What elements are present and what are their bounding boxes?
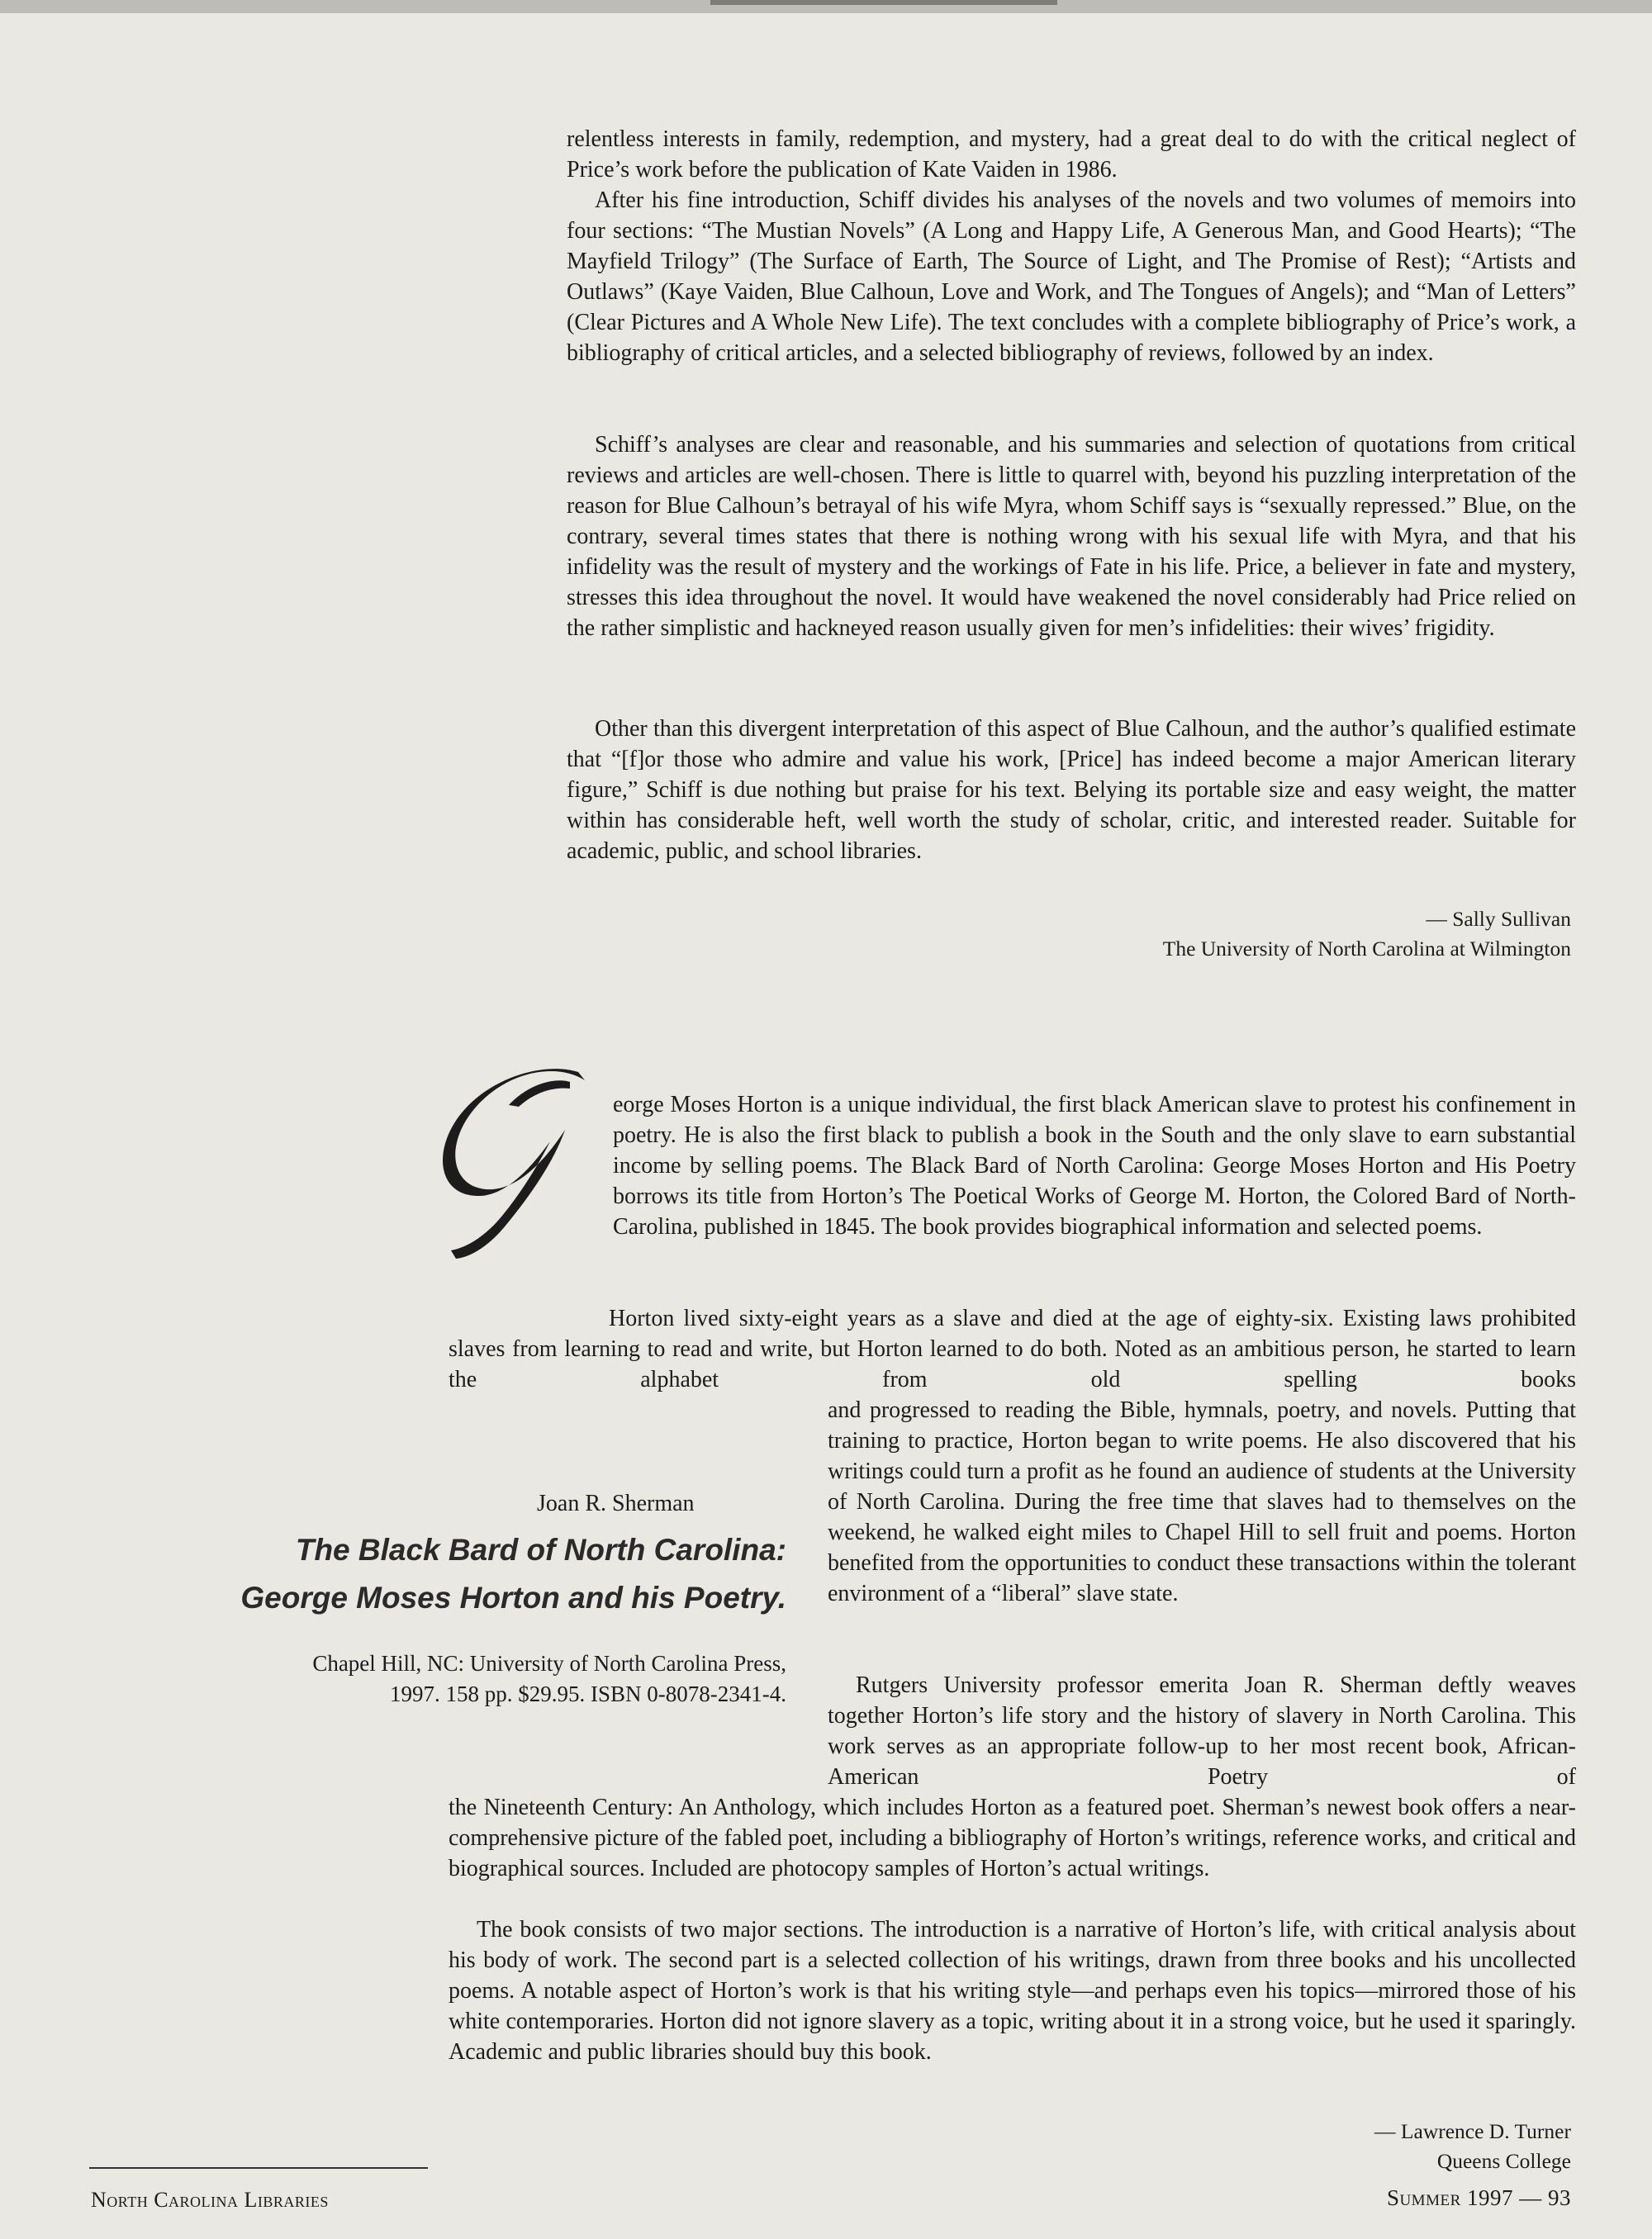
page-footer bbox=[1387, 2185, 1571, 2211]
review2-paragraph-2: Horton lived sixty-eight years as a slave and died at the age of eighty-six. Existing laws prohibited slaves from learning to read and write, but Horton learned to do both. Noted as an ambitious person, he started to learn the alphabet from old spelling books bbox=[449, 1306, 1576, 1392]
book-publisher: Chapel Hill, NC: University of North Carolina Press, bbox=[312, 1651, 786, 1676]
review1-signature bbox=[909, 904, 1571, 964]
review2-paragraph-5: the Nineteenth Century: An Anthology, which includes Horton as a featured poet. Sherman’s newest book offers a near-comprehensive picture of the fabled poet, including a bibliography of Horton’s writings, reference works, and critical and biographical sources. Included are photocopy samples of Horton’s actual writings. bbox=[449, 1795, 1576, 1881]
scan-top-edge bbox=[0, 0, 1652, 13]
book-details: 1997. 158 pp. $29.95. ISBN 0-8078-2341-4. bbox=[390, 1682, 786, 1706]
reviewer-name: — Lawrence D. Turner bbox=[1374, 2119, 1571, 2143]
review2-paragraph-3: and progressed to reading the Bible, hymnals, poetry, and novels. Putting that training to practice, Horton began to write poems. He also discovered that his writings could turn a profit as he found an audience of students at the University of North Carolina. During the free time that slaves had to themselves on the weekend, he walked eight miles to Chapel Hill to sell fruit and poems. Horton benefited from the opportunities to conduct these transactions within the tolerant environment of a “liberal” slave state. bbox=[828, 1397, 1576, 1606]
footer-rule bbox=[89, 2167, 428, 2169]
book-title-line-1: The Black Bard of North Carolina: bbox=[295, 1533, 786, 1567]
issue-label: Summer 1997 bbox=[1386, 2185, 1513, 2210]
review2-paragraph-6: The book consists of two major sections. The introduction is a narrative of Horton’s life, with critical analysis about his body of work. The second part is a selected collection of his writings, drawn from three books and his uncollected poems. A notable aspect of Horton’s work is that his writing style—and perhaps even his topics—mirrored those of his white contemporaries. Horton did not ignore slavery as a topic, writing about it in a strong voice, but he used it sparingly. Academic and public libraries should buy this book. bbox=[449, 1917, 1576, 2065]
book-title bbox=[99, 1526, 786, 1622]
review2-paragraph-4: Rutgers University professor emerita Joan R. Sherman deftly weaves together Horton’s life story and the history of slavery in North Carolina. This work serves as an appropriate follow-up to her most recent book, African-American Poetry of bbox=[828, 1672, 1576, 1790]
show-through bbox=[107, 165, 504, 196]
reviewer-name: — Sally Sullivan bbox=[1426, 907, 1571, 931]
page-number: 93 bbox=[1548, 2185, 1571, 2210]
reviewer-affiliation: Queens College bbox=[1436, 2149, 1571, 2173]
book-publication-info bbox=[99, 1648, 786, 1710]
review1-paragraph-2: After his fine introduction, Schiff divides his analyses of the novels and two volumes of memoirs into four sections: “The Mustian Novels” (A Long and Happy Life, A Generous Man, and Good Hearts); “The Mayfield Trilogy” (The Surface of Earth, The Source of Light, and The Promise of Rest); “Artists and Outlaws” (Kaye Vaiden, Blue Calhoun, Love and Work, and The Tongues of Angels); and “Man of Letters” (Clear Pictures and A Whole New Life). The text concludes with a complete bibliography of Price’s work, a bibliography of critical articles, and a selected bibliography of reviews, followed by an index. bbox=[567, 187, 1576, 366]
reviewer-affiliation: The University of North Carolina at Wilmington bbox=[1162, 937, 1571, 961]
footer-separator: — bbox=[1519, 2185, 1542, 2210]
drop-cap-g bbox=[430, 1065, 607, 1264]
journal-name: North Carolina Libraries bbox=[91, 2188, 329, 2212]
review2-signature bbox=[909, 2117, 1571, 2176]
review1-paragraph-1: relentless interests in family, redemption, and mystery, had a great deal to do with the critical neglect of Price’s work before the publication of Kate Vaiden in 1986. bbox=[567, 126, 1576, 183]
book-title-line-2: George Moses Horton and his Poetry. bbox=[240, 1581, 786, 1615]
review1-paragraph-3: Schiff’s analyses are clear and reasonable, and his summaries and selection of quotations from critical reviews and articles are well-chosen. There is little to quarrel with, beyond his puzzling interpretation of the reason for Blue Calhoun’s betrayal of his wife Myra, whom Schiff says is “sexually repressed.” Blue, on the contrary, several times states that there is nothing wrong with his sexual life with Myra, and that his infidelity was the result of mystery and the workings of Fate in his life. Price, a believer in fate and mystery, stresses this idea throughout the novel. It would have weakened the novel considerably had Price relied on the rather simplistic and hackneyed reason usually given for men’s infidelities: their wives’ frigidity. bbox=[567, 432, 1576, 641]
book-author: Joan R. Sherman bbox=[537, 1491, 695, 1516]
review1-paragraph-4: Other than this divergent interpretation of this aspect of Blue Calhoun, and the author’s qualified estimate that “[f]or those who admire and value his work, [Price] has indeed become a major American literary figure,” Schiff is due nothing but praise for his text. Belying its portable size and easy weight, the matter within has considerable heft, well worth the study of scholar, critic, and interested reader. Suitable for academic, public, and school libraries. bbox=[567, 716, 1576, 864]
drop-cap-g-glyph bbox=[430, 1065, 607, 1264]
review2-paragraph-1: eorge Moses Horton is a unique individual, the first black American slave to protest his confinement in poetry. He is also the first black to publish a book in the South and the only slave to earn substantial income by selling poems. The Black Bard of North Carolina: George Moses Horton and His Poetry borrows its title from Horton’s The Poetical Works of George M. Horton, the Colored Bard of North-Carolina, published in 1845. The book provides biographical information and selected poems. bbox=[613, 1092, 1576, 1240]
